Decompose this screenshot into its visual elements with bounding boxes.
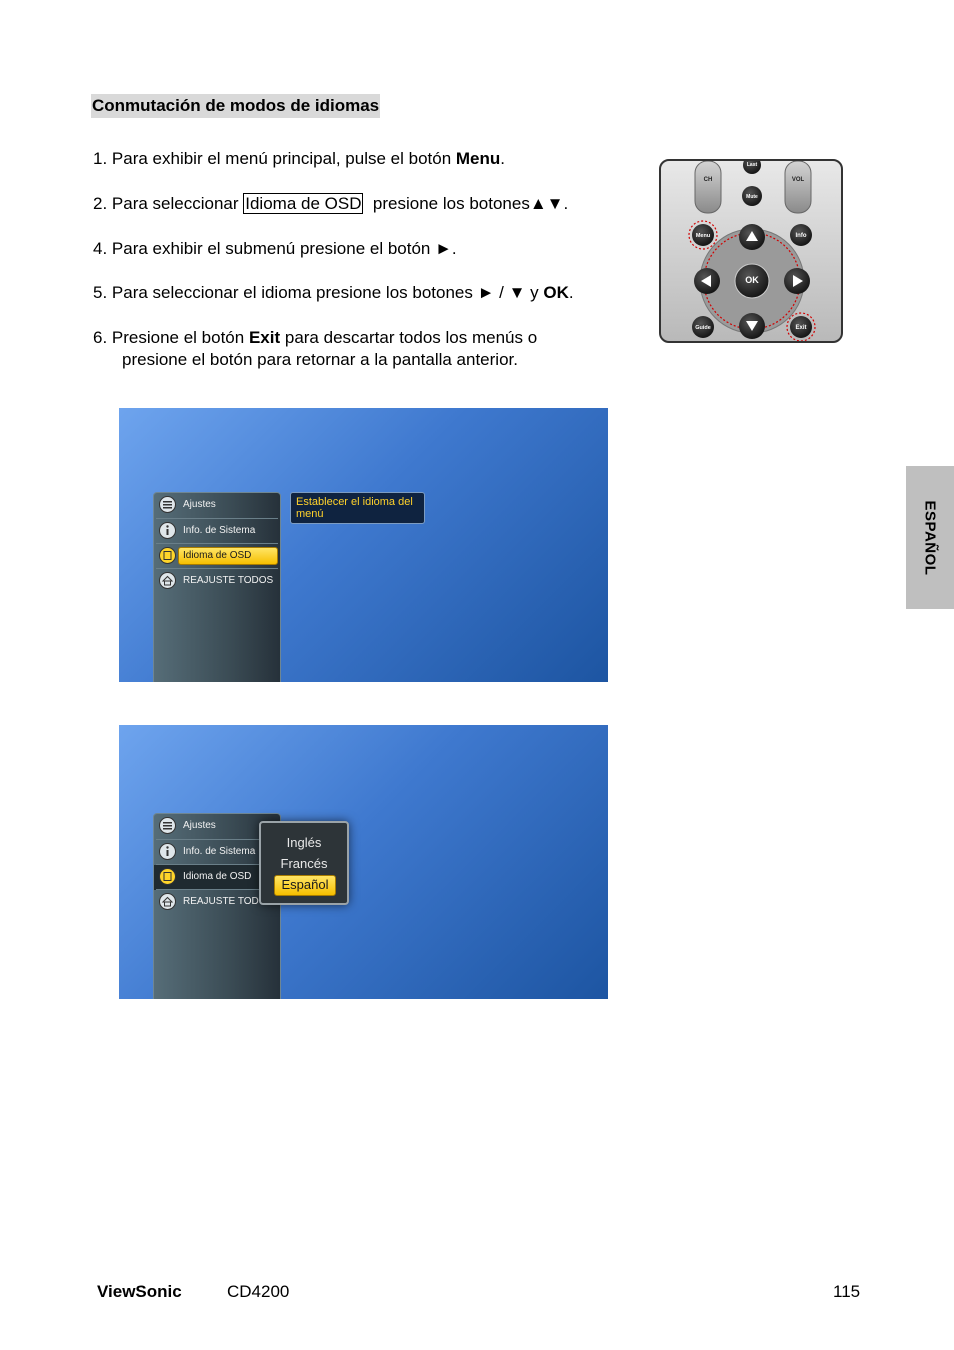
info-icon — [159, 843, 176, 860]
step-4: 4. Para exhibir el submenú presione el botón ►. — [93, 239, 457, 258]
reset-icon — [159, 893, 176, 910]
remote-label-mute: Mute — [746, 194, 758, 200]
remote-label-info: Info — [795, 233, 807, 239]
remote-label-exit: Exit — [795, 325, 807, 331]
remote-label-last: Last — [746, 162, 758, 168]
menu-item-info[interactable]: Info. de Sistema — [154, 519, 280, 544]
section-title: Conmutación de modos de idiomas — [91, 94, 380, 118]
osd-screenshot-1 — [119, 408, 608, 682]
osd-screenshot-2 — [119, 725, 608, 999]
osd-tooltip: Establecer el idioma del menú — [290, 492, 425, 524]
menu-item-ajustes[interactable]: Ajustes — [154, 493, 280, 518]
footer-model: CD4200 — [227, 1282, 290, 1301]
remote-label-menu: Menu — [695, 233, 711, 239]
menu-item-ajustes[interactable]: Ajustes — [154, 814, 280, 839]
remote-label-ch: CH — [703, 177, 713, 183]
menu-item-info[interactable]: Info. de Sistema — [154, 840, 280, 865]
step-2: 2. Para seleccionar Idioma de OSD presione los botones▲▼. — [93, 194, 569, 213]
language-icon — [159, 547, 176, 564]
menu-item-reset-all[interactable]: REAJUSTE TODOS — [154, 569, 280, 594]
menu-item-reset-all[interactable]: REAJUSTE TOD — [154, 890, 280, 915]
language-side-tab: ESPAÑOL — [906, 466, 954, 609]
settings-icon — [159, 496, 176, 513]
menu-item-osd-language[interactable]: Idioma de OSD — [154, 865, 280, 890]
language-option-frances[interactable]: Francés — [280, 856, 328, 871]
footer-brand: ViewSonic — [97, 1282, 182, 1301]
remote-label-ok: OK — [745, 275, 759, 285]
step-6: 6. Presione el botón Exit para descartar todos los menús o presione el botón para retornar a la pantalla anterior. — [93, 328, 538, 369]
language-popup — [259, 821, 349, 905]
page-number: 115 — [833, 1282, 861, 1301]
settings-icon — [159, 817, 176, 834]
remote-label-vol: VOL — [791, 177, 805, 183]
info-icon — [159, 522, 176, 539]
language-option-espanol[interactable]: Español — [274, 875, 336, 896]
remote-control-illustration — [659, 159, 843, 343]
remote-control-graphic — [661, 161, 841, 341]
reset-icon — [159, 572, 176, 589]
step-1: 1. Para exhibir el menú principal, pulse el botón Menu. — [93, 149, 506, 168]
menu-selection-highlight: Idioma de OSD — [178, 547, 278, 565]
osd-main-menu — [153, 492, 281, 682]
remote-label-guide: Guide — [695, 325, 711, 331]
language-option-ingles[interactable]: Inglés — [286, 835, 322, 850]
step-5: 5. Para seleccionar el idioma presione los botones ► / ▼ y OK. — [93, 283, 574, 302]
osd-language-label: Idioma de OSD — [245, 194, 362, 213]
menu-item-osd-language[interactable] — [154, 544, 280, 569]
language-icon — [159, 868, 176, 885]
